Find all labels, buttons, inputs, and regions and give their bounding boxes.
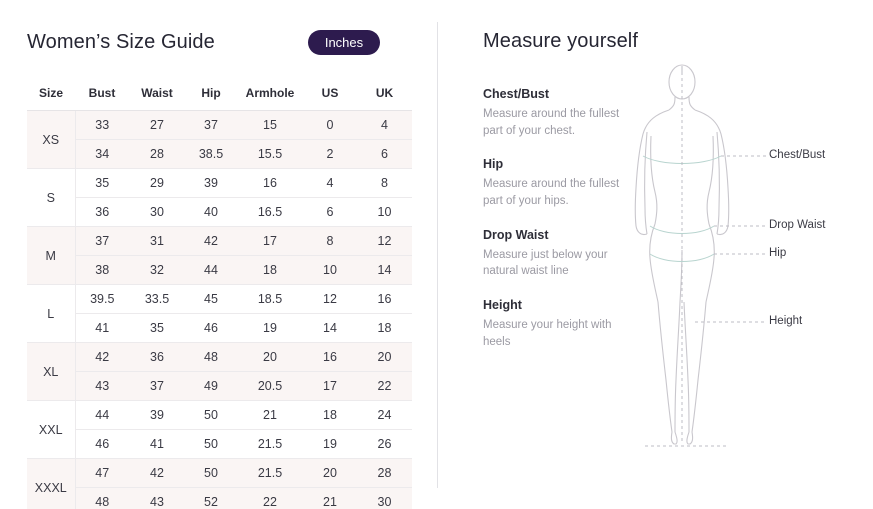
measure-item-name: Hip: [483, 157, 504, 172]
col-header-waist: Waist: [129, 79, 185, 111]
cell-hip: 49: [185, 372, 237, 401]
measure-item-hip: [483, 157, 633, 209]
cell-waist: 31: [129, 227, 185, 256]
table-row: [27, 256, 412, 285]
cell-uk: 30: [357, 488, 412, 509]
table-row: [27, 227, 412, 256]
measure-item-drop-waist: [483, 228, 633, 280]
cell-us: 4: [303, 169, 357, 198]
cell-bust: 36: [75, 198, 129, 227]
size-label-cell: XL: [27, 343, 75, 401]
col-header-hip: Hip: [185, 79, 237, 111]
cell-waist: 27: [129, 111, 185, 140]
table-row: [27, 372, 412, 401]
cell-hip: 38.5: [185, 140, 237, 169]
cell-bust: 39.5: [75, 285, 129, 314]
measure-item-chest: [483, 87, 633, 139]
measure-item-description: Measure around the fullest part of your hips.: [483, 178, 620, 208]
cell-waist: 37: [129, 372, 185, 401]
cell-hip: 42: [185, 227, 237, 256]
cell-waist: 28: [129, 140, 185, 169]
figure-label-height: Height: [769, 315, 803, 327]
measure-item-height: [483, 298, 633, 350]
cell-waist: 39: [129, 401, 185, 430]
body-figure-diagram: [617, 58, 857, 478]
col-header-bust: Bust: [75, 79, 129, 111]
cell-waist: 41: [129, 430, 185, 459]
cell-bust: 33: [75, 111, 129, 140]
measure-item-description: Measure your height with heels: [483, 319, 612, 348]
size-label-cell: M: [27, 227, 75, 285]
measure-item-description: Measure around the fullest part of your chest.: [483, 108, 620, 137]
col-header-size: Size: [27, 79, 75, 111]
cell-hip: 50: [185, 459, 237, 488]
cell-bust: 48: [75, 488, 129, 509]
cell-us: 2: [303, 140, 357, 169]
cell-armhole: 20.5: [237, 372, 303, 401]
cell-uk: 28: [357, 459, 412, 488]
cell-uk: 4: [357, 111, 412, 140]
cell-us: 17: [303, 372, 357, 401]
measure-item-name: Chest/Bust: [483, 87, 549, 101]
cell-bust: 46: [75, 430, 129, 459]
measure-item-name: Drop Waist: [483, 227, 549, 242]
female-body-silhouette-icon: [617, 58, 857, 478]
table-row: [27, 459, 412, 488]
table-row: [27, 343, 412, 372]
cell-bust: 42: [75, 343, 129, 372]
cell-waist: 30: [129, 198, 185, 227]
size-label-cell: S: [27, 169, 75, 227]
cell-uk: 10: [357, 198, 412, 227]
cell-uk: 14: [357, 256, 412, 285]
cell-armhole: 18: [237, 256, 303, 285]
table-row: [27, 488, 412, 509]
cell-armhole: 21.5: [237, 430, 303, 459]
size-label-cell: XXL: [27, 401, 75, 459]
cell-hip: 37: [185, 111, 237, 140]
cell-us: 12: [303, 285, 357, 314]
col-header-armhole: Armhole: [237, 79, 303, 111]
cell-hip: 44: [185, 256, 237, 285]
table-row: [27, 111, 412, 140]
cell-armhole: 21.5: [237, 459, 303, 488]
cell-bust: 35: [75, 169, 129, 198]
cell-uk: 20: [357, 343, 412, 372]
cell-hip: 46: [185, 314, 237, 343]
figure-label-hip: Hip: [769, 247, 787, 259]
size-label-cell: XS: [27, 111, 75, 169]
cell-us: 0: [303, 111, 357, 140]
table-row: [27, 314, 412, 343]
table-row: [27, 198, 412, 227]
cell-waist: 43: [129, 488, 185, 509]
table-header-row: [27, 79, 412, 111]
cell-armhole: 16.5: [237, 198, 303, 227]
cell-armhole: 15.5: [237, 140, 303, 169]
table-row: [27, 169, 412, 198]
cell-hip: 39: [185, 169, 237, 198]
cell-waist: 35: [129, 314, 185, 343]
size-label-cell: XXXL: [27, 459, 75, 509]
size-guide-header: [27, 30, 413, 55]
unit-toggle-button[interactable]: Inches: [308, 30, 380, 55]
cell-armhole: 19: [237, 314, 303, 343]
table-row: [27, 140, 412, 169]
cell-armhole: 18.5: [237, 285, 303, 314]
measure-title: Measure yourself: [483, 30, 638, 52]
cell-armhole: 22: [237, 488, 303, 509]
measure-item-name: Height: [483, 298, 522, 313]
size-table: [27, 79, 412, 509]
cell-armhole: 21: [237, 401, 303, 430]
cell-hip: 50: [185, 401, 237, 430]
cell-us: 14: [303, 314, 357, 343]
cell-hip: 50: [185, 430, 237, 459]
cell-us: 21: [303, 488, 357, 509]
cell-armhole: 16: [237, 169, 303, 198]
table-row: [27, 285, 412, 314]
cell-armhole: 15: [237, 111, 303, 140]
cell-waist: 36: [129, 343, 185, 372]
cell-us: 10: [303, 256, 357, 285]
figure-label-drop-waist: Drop Waist: [769, 219, 826, 231]
cell-armhole: 17: [237, 227, 303, 256]
cell-us: 6: [303, 198, 357, 227]
cell-bust: 41: [75, 314, 129, 343]
cell-waist: 42: [129, 459, 185, 488]
figure-label-chest: Chest/Bust: [769, 149, 826, 161]
cell-waist: 29: [129, 169, 185, 198]
cell-uk: 26: [357, 430, 412, 459]
table-row: [27, 401, 412, 430]
cell-armhole: 20: [237, 343, 303, 372]
cell-uk: 24: [357, 401, 412, 430]
table-row: [27, 430, 412, 459]
cell-bust: 37: [75, 227, 129, 256]
cell-uk: 22: [357, 372, 412, 401]
cell-bust: 47: [75, 459, 129, 488]
cell-hip: 40: [185, 198, 237, 227]
cell-hip: 52: [185, 488, 237, 509]
cell-bust: 43: [75, 372, 129, 401]
cell-uk: 6: [357, 140, 412, 169]
cell-bust: 38: [75, 256, 129, 285]
size-table-body: [27, 111, 412, 509]
cell-uk: 16: [357, 285, 412, 314]
cell-us: 8: [303, 227, 357, 256]
cell-us: 16: [303, 343, 357, 372]
cell-bust: 34: [75, 140, 129, 169]
cell-us: 20: [303, 459, 357, 488]
page-title: Women’s Size Guide: [27, 31, 215, 53]
col-header-us: US: [303, 79, 357, 111]
cell-hip: 48: [185, 343, 237, 372]
size-label-cell: L: [27, 285, 75, 343]
cell-uk: 18: [357, 314, 412, 343]
cell-us: 18: [303, 401, 357, 430]
cell-hip: 45: [185, 285, 237, 314]
cell-waist: 33.5: [129, 285, 185, 314]
col-header-uk: UK: [357, 79, 412, 111]
cell-uk: 8: [357, 169, 412, 198]
cell-uk: 12: [357, 227, 412, 256]
cell-waist: 32: [129, 256, 185, 285]
cell-bust: 44: [75, 401, 129, 430]
measure-item-description: Measure just below your natural waist line: [483, 248, 608, 278]
measure-panel: [437, 0, 873, 509]
cell-us: 19: [303, 430, 357, 459]
